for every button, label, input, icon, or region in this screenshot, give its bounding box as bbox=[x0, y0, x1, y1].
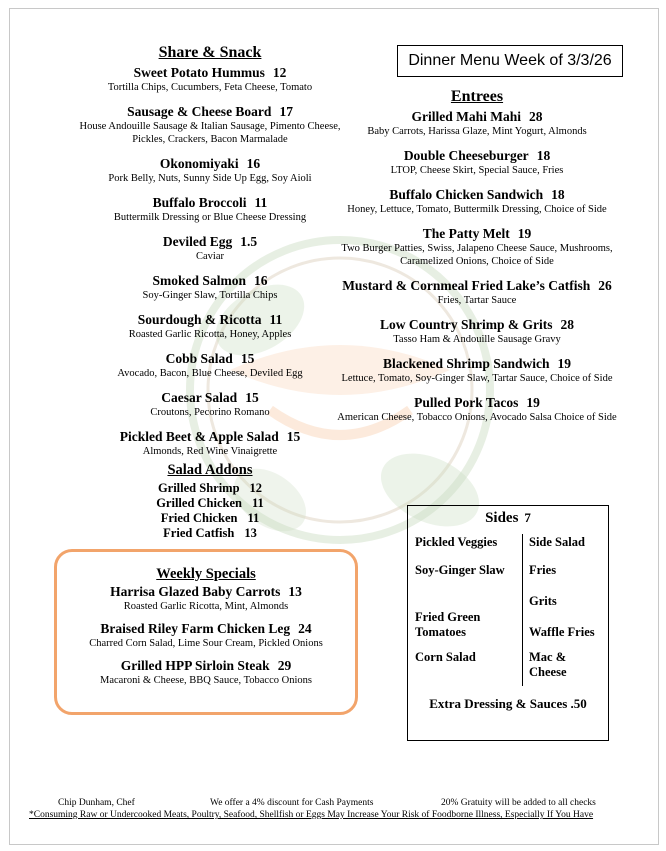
share-snack-heading: Share & Snack bbox=[158, 44, 262, 61]
menu-item bbox=[64, 481, 356, 496]
menu-item-description: Fries, Tartar Sauce bbox=[437, 295, 517, 306]
menu-item-name: Harrisa Glazed Baby Carrots bbox=[110, 584, 281, 599]
menu-item-price: 17 bbox=[279, 104, 293, 119]
menu-item bbox=[64, 496, 356, 511]
side-item: Mac & Cheese bbox=[529, 650, 567, 679]
menu-item-description: Soy-Ginger Slaw, Tortilla Chips bbox=[142, 290, 278, 301]
menu-item bbox=[64, 195, 356, 224]
menu-item-name-row bbox=[64, 390, 356, 406]
menu-item-description: Caviar bbox=[196, 251, 224, 262]
menu-item-price: 12 bbox=[249, 481, 263, 495]
right-column bbox=[336, 88, 618, 434]
menu-item-price: 1.5 bbox=[240, 234, 258, 249]
menu-item-price: 13 bbox=[288, 584, 302, 599]
side-item: Grits bbox=[529, 594, 557, 608]
sides-box bbox=[407, 505, 609, 741]
menu-item-name: Braised Riley Farm Chicken Leg bbox=[100, 621, 291, 636]
menu-item-name-row bbox=[64, 65, 356, 81]
menu-item-description: Buttermilk Dressing or Blue Cheese Dressing bbox=[113, 212, 307, 223]
sides-extra: Extra Dressing & Sauces .50 bbox=[429, 696, 587, 711]
menu-item-name: Buffalo Broccoli bbox=[152, 195, 247, 210]
menu-item-name-row bbox=[64, 273, 356, 289]
menu-item-price: 18 bbox=[536, 148, 551, 163]
menu-item bbox=[336, 278, 618, 307]
menu-item bbox=[64, 526, 356, 541]
menu-item bbox=[336, 356, 618, 385]
menu-item-name-row bbox=[64, 429, 356, 445]
menu-item-name: Buffalo Chicken Sandwich bbox=[389, 187, 544, 202]
menu-item bbox=[64, 104, 356, 146]
weekly-specials-heading: Weekly Specials bbox=[156, 566, 256, 582]
menu-item-name-row bbox=[57, 621, 355, 637]
menu-item-price: 19 bbox=[517, 226, 532, 241]
menu-item bbox=[64, 312, 356, 341]
menu-item-price: 24 bbox=[298, 621, 312, 636]
menu-item-name: Sourdough & Ricotta bbox=[137, 312, 262, 327]
menu-item-name-row bbox=[336, 226, 618, 242]
menu-item-name: Deviled Egg bbox=[162, 234, 233, 249]
menu-item bbox=[64, 351, 356, 380]
menu-item bbox=[336, 187, 618, 216]
menu-item-price: 16 bbox=[253, 273, 268, 288]
menu-item-price: 18 bbox=[551, 187, 565, 202]
menu-item-description: Baby Carrots, Harissa Glaze, Mint Yogurt, Almonds bbox=[367, 126, 587, 137]
menu-item-name: Sausage & Cheese Board bbox=[127, 104, 272, 119]
menu-item-description: Charred Corn Salad, Lime Sour Cream, Pickled Onions bbox=[89, 638, 323, 649]
menu-item-price: 26 bbox=[598, 278, 612, 293]
menu-item-name: Grilled Chicken bbox=[156, 496, 242, 510]
menu-item-name: Caesar Salad bbox=[161, 390, 238, 405]
menu-item bbox=[64, 65, 356, 94]
side-item: Soy-Ginger Slaw bbox=[415, 563, 505, 577]
menu-item-name-row bbox=[336, 109, 618, 125]
weekly-specials-list bbox=[57, 584, 355, 687]
menu-item-name: Pulled Pork Tacos bbox=[414, 395, 519, 410]
menu-item bbox=[336, 395, 618, 424]
menu-item-description: Macaroni & Cheese, BBQ Sauce, Tobacco Onions bbox=[100, 675, 312, 686]
menu-item bbox=[57, 621, 355, 650]
menu-item bbox=[64, 511, 356, 526]
side-item: Waffle Fries bbox=[529, 625, 595, 639]
menu-item-description: Lettuce, Tomato, Soy-Ginger Slaw, Tartar Sauce, Choice of Side bbox=[341, 373, 613, 384]
entrees-heading: Entrees bbox=[450, 88, 504, 105]
menu-item-price: 28 bbox=[529, 109, 543, 124]
footer-chef: Chip Dunham, Chef bbox=[58, 798, 135, 808]
menu-item-name-row bbox=[64, 351, 356, 367]
menu-item-name: Grilled Mahi Mahi bbox=[411, 109, 521, 124]
menu-title: Dinner Menu Week of 3/3/26 bbox=[397, 45, 623, 77]
menu-item-description: Roasted Garlic Ricotta, Honey, Apples bbox=[128, 329, 292, 340]
menu-item-price: 19 bbox=[557, 356, 572, 371]
menu-item-description: Avocado, Bacon, Blue Cheese, Deviled Egg bbox=[117, 368, 303, 379]
menu-item bbox=[64, 156, 356, 185]
menu-item-price: 11 bbox=[254, 195, 268, 210]
menu-item-price: 16 bbox=[246, 156, 261, 171]
menu-item bbox=[57, 658, 355, 687]
menu-item-name: Double Cheeseburger bbox=[403, 148, 529, 163]
menu-item-price: 29 bbox=[277, 658, 292, 673]
menu-item-name-row bbox=[336, 356, 618, 372]
side-item: Side Salad bbox=[529, 535, 585, 549]
menu-item-description: Pork Belly, Nuts, Sunny Side Up Egg, Soy Aioli bbox=[108, 173, 312, 184]
menu-item-price: 19 bbox=[526, 395, 540, 410]
menu-item-description: Almonds, Red Wine Vinaigrette bbox=[142, 446, 278, 457]
sides-title-label: Sides bbox=[485, 510, 519, 526]
menu-item bbox=[336, 109, 618, 138]
menu-item bbox=[57, 584, 355, 613]
menu-item-description: LTOP, Cheese Skirt, Special Sauce, Fries bbox=[390, 165, 564, 176]
menu-item-name-row bbox=[64, 312, 356, 328]
side-item: Fries bbox=[529, 563, 557, 577]
menu-item-name-row bbox=[336, 148, 618, 164]
menu-item-price: 15 bbox=[286, 429, 301, 444]
menu-item-name-row bbox=[64, 104, 356, 120]
footer-warning: *Consuming Raw or Undercooked Meats, Poultry, Seafood, Shellfish or Eggs May Increase Your Risk of Foodborne Illness, Especially If You Have bbox=[29, 810, 594, 820]
side-item: Pickled Veggies bbox=[415, 535, 498, 549]
menu-item bbox=[64, 429, 356, 458]
menu-item-name: Fried Chicken bbox=[160, 511, 238, 525]
menu-item-name: The Patty Melt bbox=[422, 226, 510, 241]
menu-item-name: Grilled Shrimp bbox=[157, 481, 240, 495]
side-item: Fried Green Tomatoes bbox=[415, 610, 481, 639]
left-column bbox=[64, 44, 356, 541]
menu-item-name: Blackened Shrimp Sandwich bbox=[382, 356, 550, 371]
menu-item-price: 12 bbox=[272, 65, 287, 80]
menu-item-description: Roasted Garlic Ricotta, Mint, Almonds bbox=[123, 601, 289, 612]
sides-price: 7 bbox=[524, 510, 531, 525]
menu-item-price: 15 bbox=[245, 390, 259, 405]
menu-item-name: Pickled Beet & Apple Salad bbox=[119, 429, 279, 444]
menu-item-name-row bbox=[64, 526, 356, 541]
menu-item-price: 11 bbox=[247, 511, 260, 525]
menu-item-name-row bbox=[57, 584, 355, 600]
footer bbox=[0, 798, 666, 838]
menu-item-description: Two Burger Patties, Swiss, Jalapeno Cheese Sauce, Mushrooms, Caramelized Onions, Choice of Side bbox=[341, 243, 613, 267]
menu-item-name: Smoked Salmon bbox=[152, 273, 246, 288]
menu-item-name: Grilled HPP Sirloin Steak bbox=[120, 658, 270, 673]
menu-item-price: 11 bbox=[251, 496, 264, 510]
menu-item-name-row bbox=[336, 278, 618, 294]
menu-item-name-row bbox=[336, 395, 618, 411]
footer-gratuity: 20% Gratuity will be added to all checks bbox=[441, 798, 596, 808]
sides-divider bbox=[522, 534, 523, 686]
menu-item-name-row bbox=[64, 511, 356, 526]
menu-item-name: Okonomiyaki bbox=[159, 156, 239, 171]
menu-item-name-row bbox=[64, 496, 356, 511]
menu-item-name-row bbox=[57, 658, 355, 674]
menu-item-name-row bbox=[64, 234, 356, 250]
menu-item-price: 28 bbox=[560, 317, 574, 332]
menu-item-price: 13 bbox=[244, 526, 257, 540]
menu-item-name: Sweet Potato Hummus bbox=[133, 65, 265, 80]
menu-item-description: Tasso Ham & Andouille Sausage Gravy bbox=[393, 334, 561, 345]
menu-item bbox=[64, 390, 356, 419]
menu-item-name: Mustard & Cornmeal Fried Lake’s Catfish bbox=[342, 278, 591, 293]
menu-item-description: American Cheese, Tobacco Onions, Avocado Salsa Choice of Side bbox=[337, 412, 617, 423]
salad-addons-heading: Salad Addons bbox=[167, 462, 253, 478]
menu-item-price: 15 bbox=[240, 351, 255, 366]
menu-item-description: Honey, Lettuce, Tomato, Buttermilk Dressing, Choice of Side bbox=[347, 204, 607, 215]
menu-item bbox=[64, 273, 356, 302]
menu-item-name-row bbox=[64, 156, 356, 172]
menu-item bbox=[64, 234, 356, 263]
entrees-list bbox=[336, 109, 618, 424]
menu-item-name-row bbox=[336, 317, 618, 333]
salad-addons-list bbox=[64, 481, 356, 541]
menu-item-description: Croutons, Pecorino Romano bbox=[150, 407, 270, 418]
footer-discount: We offer a 4% discount for Cash Payments bbox=[210, 798, 374, 808]
menu-item bbox=[336, 226, 618, 268]
menu-item bbox=[336, 148, 618, 177]
menu-item-name-row bbox=[64, 195, 356, 211]
side-item: Corn Salad bbox=[415, 650, 476, 664]
menu-item-description: Tortilla Chips, Cucumbers, Feta Cheese, Tomato bbox=[107, 82, 313, 93]
menu-item-name: Cobb Salad bbox=[165, 351, 233, 366]
menu-item bbox=[336, 317, 618, 346]
weekly-specials-box bbox=[54, 549, 358, 715]
menu-item-name: Low Country Shrimp & Grits bbox=[379, 317, 553, 332]
menu-item-description: House Andouille Sausage & Italian Sausage, Pimento Cheese, Pickles, Crackers, Bacon Marmalade bbox=[79, 121, 341, 145]
menu-item-price: 11 bbox=[269, 312, 283, 327]
sides-heading bbox=[408, 510, 608, 527]
menu-item-name: Fried Catfish bbox=[163, 526, 235, 540]
share-snack-list bbox=[64, 65, 356, 458]
menu-item-name-row bbox=[64, 481, 356, 496]
menu-item-name-row bbox=[336, 187, 618, 203]
